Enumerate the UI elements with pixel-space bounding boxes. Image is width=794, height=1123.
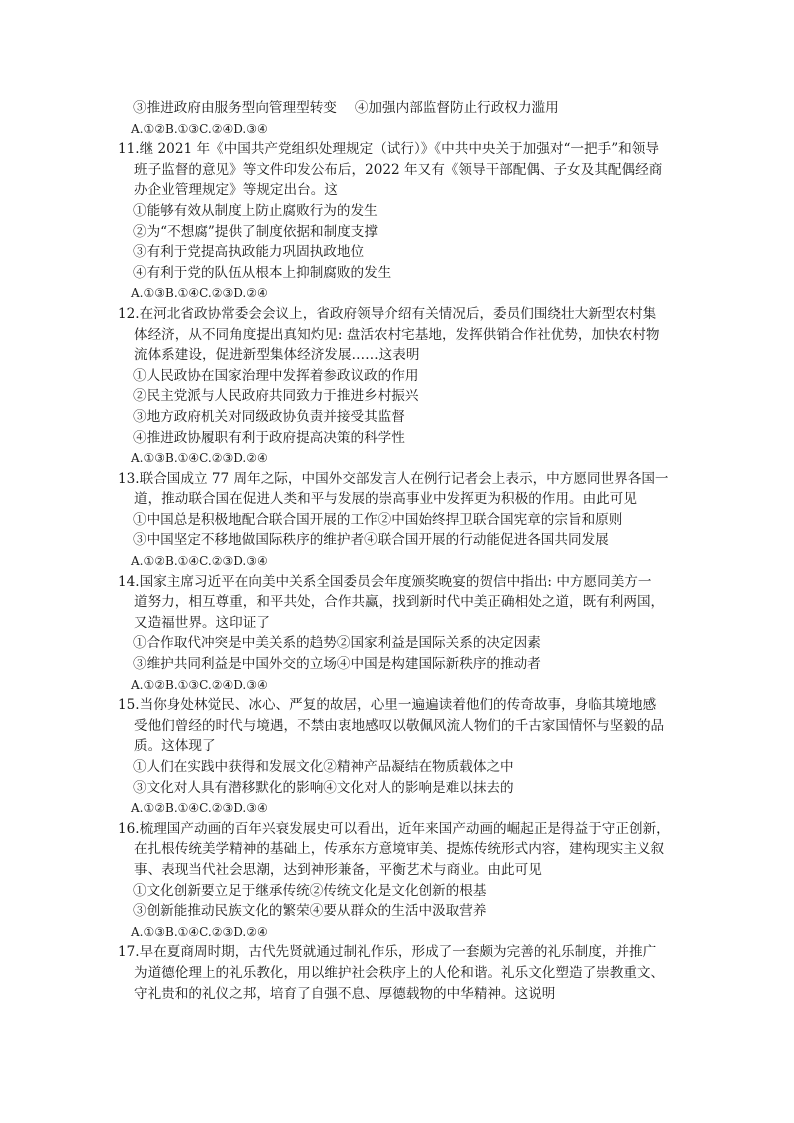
text-line: ②为“不想腐”提供了制度依据和制度支撑 — [133, 223, 378, 240]
text-line: 为道德伦理上的礼乐教化，用以维护社会秩序上的人伦和谐。礼乐文化塑造了崇教重文、 — [134, 964, 665, 981]
answer-choices: A.①②B.①③C.②④D.③④ — [131, 121, 268, 136]
question-stem: 14.国家主席习近平在向美中关系全国委员会年度颁奖晚宴的贺信中指出: 中方愿同美方一 — [118, 573, 652, 590]
text-line: ③创新能推动民族文化的繁荣④要从群众的生活中汲取营养 — [133, 903, 487, 920]
text-line: ③推进政府由服务型向管理型转变 ④加强内部监督防止行政权力滥用 — [133, 100, 559, 116]
text-line: 体经济，从不同角度提出真知灼见: 盘活农村宅基地，发挥供销合作社优势，加快农村物 — [134, 326, 660, 343]
text-line: 又造福世界。这印证了 — [134, 614, 270, 631]
answer-choices: A.①③B.①④C.②③D.②④ — [131, 286, 268, 301]
text-line: 在扎根传统美学精神的基础上，传承东方意境审美、提炼传统形式内容，建构现实主义叙 — [134, 841, 665, 858]
question-stem: 16.梳理国产动画的百年兴衰发展史可以看出，近年来国产动画的崛起正是得益于守正创新， — [118, 820, 670, 837]
answer-choices: A.①③B.①④C.②③D.②④ — [131, 924, 268, 939]
question-stem: 17.早在夏商周时期，古代先贤就通过制礼作乐，形成了一套颇为完善的礼乐制度，并推广 — [118, 944, 657, 961]
text-line: 道努力，相互尊重，和平共处，合作共赢，找到新时代中美正确相处之道，既有利两国， — [134, 594, 665, 611]
text-line: ①中国总是积极地配合联合国开展的工作②中国始终捍卫联合国宪章的宗旨和原则 — [133, 511, 623, 528]
question-stem: 12.在河北省政协常委会会议上，省政府领导介绍有关情况后，委员们围绕壮大新型农村集 — [118, 305, 657, 322]
text-line: ①人们在实践中获得和发展文化②精神产品凝结在物质载体之中 — [133, 759, 514, 775]
text-line: 受他们曾经的时代与境遇，不禁由衷地感叹以敬佩风流人物们的千古家国情怀与坚毅的品 — [134, 717, 665, 734]
text-line: ④有利于党的队伍从根本上抑制腐败的发生 — [133, 264, 392, 281]
text-line: 道，推动联合国在促进人类和平与发展的崇高事业中发挥更为积极的作用。由此可见 — [134, 491, 637, 508]
text-line: ④推进政协履职有利于政府提高决策的科学性 — [133, 429, 405, 446]
text-line: 流体系建设，促进新型集体经济发展……这表明 — [134, 347, 420, 364]
text-line: 班子监督的意见》等文件印发公布后，2022 年又有《领导干部配偶、子女及其配偶经商 — [134, 161, 663, 178]
text-line: 办企业管理规定》等规定出台。这 — [134, 182, 338, 199]
answer-choices: A.①②B.①④C.②③D.③④ — [131, 554, 268, 569]
text-line: 质。这体现了 — [134, 738, 216, 755]
question-stem: 15.当你身处林觉民、冰心、严复的故居，心里一遍遍读着他们的传奇故事，身临其境地感 — [118, 697, 657, 714]
text-line: ③维护共同利益是中国外交的立场④中国是构建国际新秩序的推动者 — [133, 656, 541, 673]
exam-page — [118, 98, 688, 1004]
text-line: 守礼贵和的礼仪之邦，培育了自强不息、厚德载物的中华精神。这说明 — [134, 985, 556, 1002]
text-line: ③地方政府机关对同级政协负责并接受其监督 — [133, 408, 405, 425]
answer-choices: A.①②B.①③C.②④D.③④ — [131, 677, 268, 692]
text-line: ③有利于党提高执政能力巩固执政地位 — [133, 244, 365, 261]
answer-choices: A.①②B.①④C.②③D.③④ — [131, 801, 268, 816]
text-line: ①能够有效从制度上防止腐败行为的发生 — [133, 202, 378, 219]
text-line: ①合作取代冲突是中美关系的趋势②国家利益是国际关系的决定因素 — [133, 635, 541, 652]
text-line: ①文化创新要立足于继承传统②传统文化是文化创新的根基 — [133, 882, 487, 899]
text-line: ②民主党派与人民政府共同致力于推进乡村振兴 — [133, 388, 419, 405]
question-stem: 11.继 2021 年《中国共产党组织处理规定（试行）》《中共中央关于加强对“一把手”和领导 — [118, 141, 659, 158]
question-stem: 13.联合国成立 77 周年之际，中国外交部发言人在例行记者会上表示，中方愿同世界各国一 — [118, 470, 669, 487]
text-line: ③中国坚定不移地做国际秩序的维护者④联合国开展的行动能促进各国共同发展 — [133, 532, 609, 549]
text-line: 事、表现当代社会思潮，达到神形兼备，平衡艺术与商业。由此可见 — [134, 861, 542, 878]
text-line: ①人民政协在国家治理中发挥着参政议政的作用 — [133, 367, 419, 384]
text-line: ③文化对人具有潜移默化的影响④文化对人的影响是难以抹去的 — [133, 779, 514, 796]
answer-choices: A.①③B.①④C.②③D.②④ — [131, 451, 268, 466]
